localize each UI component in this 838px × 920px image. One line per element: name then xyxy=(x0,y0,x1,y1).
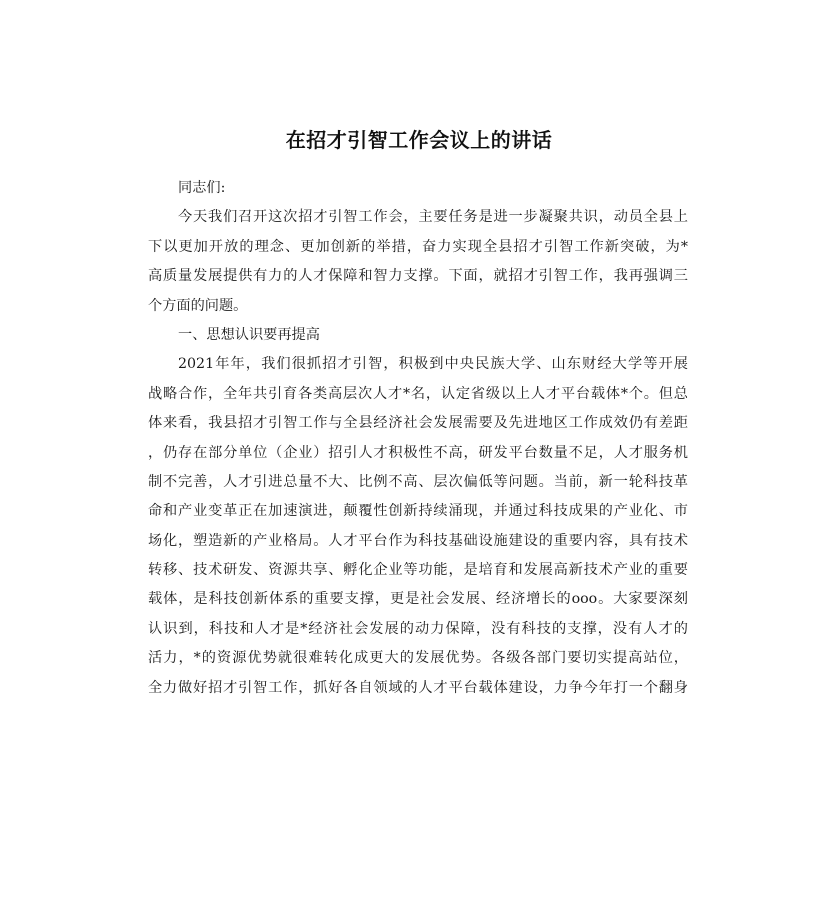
body-text-line: 命和产业变革正在加速演进，颠覆性创新持续涌现，并通过科技成果的产业化、市 xyxy=(148,503,688,520)
document-body xyxy=(148,174,688,703)
body-text-line: ，仍存在部分单位（企业）招引人才积极性不高，研发平台数量不足，人才服务机 xyxy=(148,444,688,461)
body-text-line: 活力，*的资源优势就很难转化成更大的发展优势。各级各部门要切实提高站位， xyxy=(148,650,688,667)
body-text-line: 下以更加开放的理念、更加创新的举措，奋力实现全县招才引智工作新突破，为* xyxy=(148,238,688,255)
body-text-line: 2021年年，我们很抓招才引智，积极到中央民族大学、山东财经大学等开展 xyxy=(178,356,688,373)
document-title: 在招才引智工作会议上的讲话 xyxy=(285,128,553,152)
body-text-line: 制不完善，人才引进总量不大、比例不高、层次偏低等问题。当前，新一轮科技革 xyxy=(148,473,688,490)
body-text-line: 场化，塑造新的产业格局。人才平台作为科技基础设施建设的重要内容，具有技术 xyxy=(148,532,688,549)
body-text-line: 高质量发展提供有力的人才保障和智力支撑。下面，就招才引智工作，我再强调三 xyxy=(148,268,688,285)
body-text-line: 体来看，我县招才引智工作与全县经济社会发展需要及先进地区工作成效仍有差距 xyxy=(148,415,688,432)
body-text-line: 个方面的问题。 xyxy=(148,297,248,314)
body-text-line: 转移、技术研发、资源共享、孵化企业等功能，是培育和发展高新技术产业的重要 xyxy=(148,562,688,579)
body-text-line: 同志们: xyxy=(178,180,226,196)
body-text-line: 认识到，科技和人才是*经济社会发展的动力保障，没有科技的支撑，没有人才的 xyxy=(148,620,688,637)
body-text-line: 今天我们召开这次招才引智工作会，主要任务是进一步凝聚共识，动员全县上 xyxy=(178,209,688,226)
body-text-line: 载体，是科技创新体系的重要支撑，更是社会发展、经济增长的ooo。大家要深刻 xyxy=(148,591,688,608)
body-text-line: 战略合作，全年共引育各类高层次人才*名，认定省级以上人才平台载体*个。但总 xyxy=(148,385,688,402)
body-text-line: 全力做好招才引智工作，抓好各自领域的人才平台载体建设，力争今年打一个翻身 xyxy=(148,679,688,696)
body-text-line: 一、思想认识要再提高 xyxy=(178,326,320,343)
